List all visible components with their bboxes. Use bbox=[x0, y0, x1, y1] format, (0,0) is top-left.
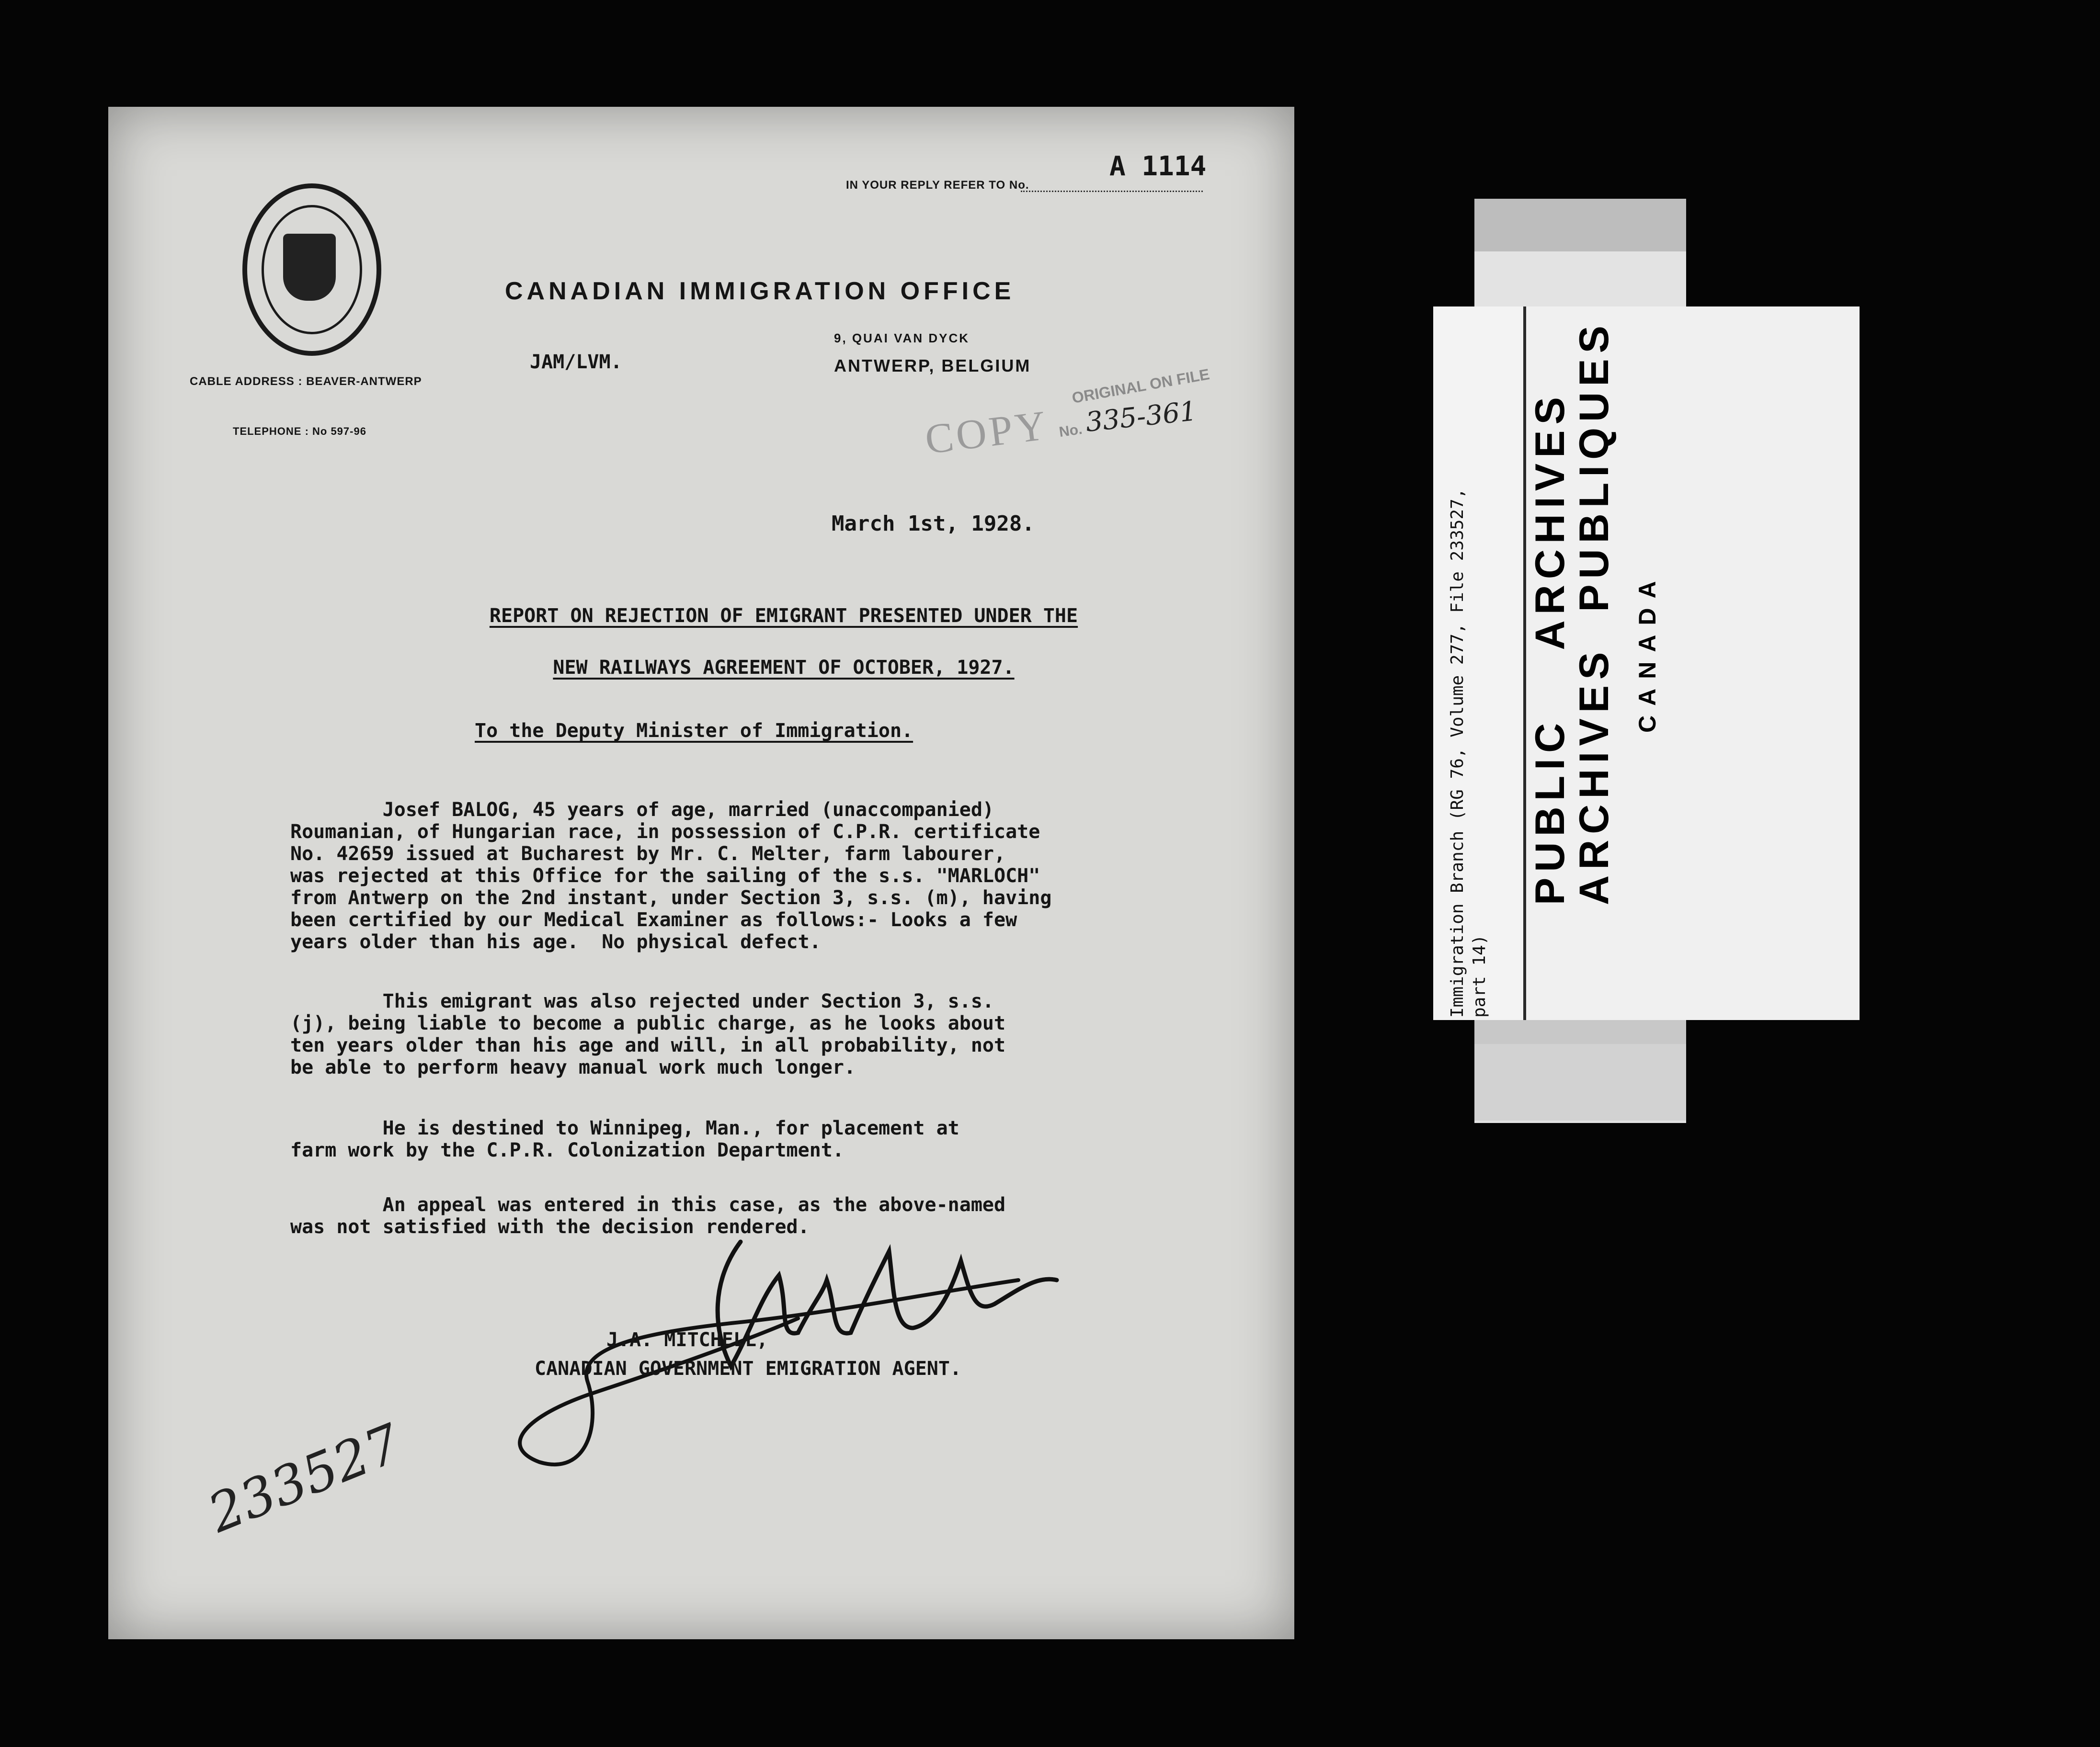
department-seal-icon bbox=[242, 183, 381, 356]
archive-country: CANADA bbox=[1634, 571, 1661, 733]
paragraph-2: This emigrant was also rejected under Section 3, s.s. (j), being liable to become a public charge, as he looks about ten years older than his age and will, in all probability, not be able to perform heavy manual work much longer. bbox=[290, 990, 1006, 1078]
city-address: ANTWERP, BELGIUM bbox=[834, 356, 1031, 375]
paragraph-3: He is destined to Winnipeg, Man., for placement at farm work by the C.P.R. Colonization Department. bbox=[290, 1117, 959, 1161]
paragraph-1: Josef BALOG, 45 years of age, married (unaccompanied) Roumanian, of Hungarian race, in possession of C.P.R. certificate No. 42659 issued at Bucharest by Mr. C. Melter, farm labourer, was rejected at this Office for the sailing of the s.s. "MARLOCH" from Antwerp on the 2nd instant, under Section 3, s.s. (m), having been certified by our Medical Examiner as follows:- Looks a few years older than his age. No physical defect. bbox=[290, 799, 1052, 953]
street-address: 9, QUAI VAN DYCK bbox=[834, 331, 970, 345]
archive-title bbox=[1528, 320, 1616, 905]
reply-reference-number: A 1114 bbox=[1109, 151, 1207, 182]
cable-address: CABLE ADDRESS : BEAVER-ANTWERP bbox=[190, 375, 422, 388]
reply-reference-label: IN YOUR REPLY REFER TO No. bbox=[846, 179, 1029, 192]
office-name: CANADIAN IMMIGRATION OFFICE bbox=[505, 277, 1015, 305]
archive-branch-line-1: Immigration Branch (RG 76, Volume 277, File 233527, bbox=[1448, 488, 1467, 1018]
archive-label-lower-band bbox=[1474, 1044, 1686, 1121]
paragraph-4: An appeal was entered in this case, as the above-named was not satisfied with the decision rendered. bbox=[290, 1194, 1006, 1238]
archive-title-line-2: ARCHIVES PUBLIQUES bbox=[1571, 320, 1617, 905]
report-heading-line-1: REPORT ON REJECTION OF EMIGRANT PRESENTED UNDER THE bbox=[489, 605, 1078, 627]
signatory-name: J.A. MITCHELL, bbox=[606, 1329, 768, 1351]
archive-title-line-1: PUBLIC ARCHIVES bbox=[1527, 391, 1573, 905]
reference-initials: JAM/LVM. bbox=[530, 351, 622, 373]
handwritten-file-annotation: 233527 bbox=[200, 1412, 410, 1544]
archive-label-top-band bbox=[1474, 199, 1686, 251]
reply-reference-line bbox=[1021, 191, 1203, 192]
copy-stamp: COPY bbox=[923, 402, 1051, 464]
signatory-title: CANADIAN GOVERNMENT EMIGRATION AGENT. bbox=[535, 1358, 962, 1380]
stamp-number-label: No. bbox=[1058, 421, 1084, 441]
archive-branch-reference bbox=[1447, 488, 1491, 1018]
letter-date: March 1st, 1928. bbox=[832, 511, 1035, 536]
original-on-file-stamp: ORIGINAL ON FILE bbox=[1070, 365, 1211, 407]
telephone-number: TELEPHONE : No 597-96 bbox=[233, 425, 366, 437]
letter-page bbox=[108, 107, 1294, 1639]
seal-crest bbox=[283, 234, 336, 301]
archive-branch-line-2: part 14) bbox=[1470, 934, 1489, 1018]
signature-icon bbox=[444, 1223, 1066, 1481]
report-heading-line-2: NEW RAILWAYS AGREEMENT OF OCTOBER, 1927. bbox=[553, 657, 1015, 679]
salutation: To the Deputy Minister of Immigration. bbox=[475, 720, 913, 742]
handwritten-file-number: 335-361 bbox=[1084, 396, 1198, 438]
